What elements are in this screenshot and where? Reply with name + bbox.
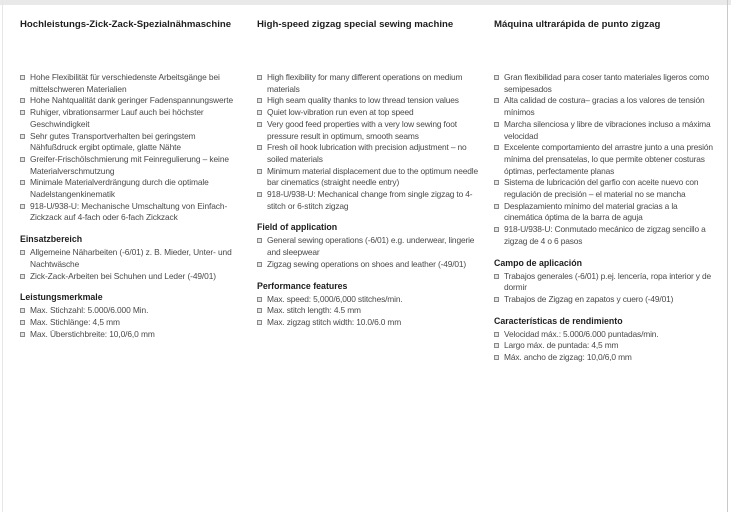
feature-item: High seam quality thanks to low thread tension values: [257, 95, 479, 107]
square-bullet-icon: [494, 122, 499, 127]
performance-list: [494, 329, 716, 364]
performance-item: Max. Überstichbreite: 10,0/6,0 mm: [20, 329, 242, 341]
square-bullet-icon: [494, 180, 499, 185]
square-bullet-icon: [257, 75, 262, 80]
application-item: Trabajos de Zigzag en zapatos y cuero (-49/01): [494, 294, 716, 306]
square-bullet-icon: [257, 98, 262, 103]
feature-item: Greifer-Frischölschmierung mit Feinregulierung – keine Materialverschmutzung: [20, 154, 242, 177]
application-item: Allgemeine Näharbeiten (-6/01) z. B. Mieder, Unter- und Nachtwäsche: [20, 247, 242, 270]
feature-item: Sistema de lubricación del garfio con aceite nuevo con regulación de precisión – el material no se mancha: [494, 177, 716, 200]
feature-item: 918-U/938-U: Mechanische Umschaltung von Einfach-Zickzack auf 4-fach oder 6-fach Zickzack: [20, 201, 242, 224]
application-heading: Field of application: [257, 222, 338, 233]
application-list: [257, 235, 479, 270]
feature-item: 918-U/938-U: Conmutado mecánico de zigzag sencillo a zigzag de 4 o 6 pasos: [494, 224, 716, 247]
square-bullet-icon: [257, 192, 262, 197]
square-bullet-icon: [494, 75, 499, 80]
top-border: [0, 0, 731, 5]
square-bullet-icon: [257, 262, 262, 267]
performance-heading: Leistungsmerkmale: [20, 292, 103, 303]
column-title: High-speed zigzag special sewing machine: [257, 19, 454, 30]
left-page-edge: [2, 0, 3, 512]
feature-item: Fresh oil hook lubrication with precision adjustment – no soiled materials: [257, 142, 479, 165]
square-bullet-icon: [20, 75, 25, 80]
feature-item: Marcha silenciosa y libre de vibraciones incluso a máxima velocidad: [494, 119, 716, 142]
square-bullet-icon: [494, 343, 499, 348]
square-bullet-icon: [20, 110, 25, 115]
performance-heading: Características de rendimiento: [494, 315, 623, 326]
feature-item: Quiet low-vibration run even at top speed: [257, 107, 479, 119]
feature-item: Gran flexibilidad para coser tanto materiales ligeros como semipesados: [494, 72, 716, 95]
feature-item: Minimum material displacement due to the optimum needle bar cinematics (straight needle entry): [257, 166, 479, 189]
column-content: [257, 72, 479, 329]
square-bullet-icon: [20, 204, 25, 209]
square-bullet-icon: [494, 145, 499, 150]
square-bullet-icon: [257, 297, 262, 302]
performance-list: [20, 305, 242, 340]
square-bullet-icon: [257, 320, 262, 325]
feature-list: [257, 72, 479, 212]
performance-list: [257, 294, 479, 329]
feature-item: 918-U/938-U: Mechanical change from single zigzag to 4-stitch or 6-stitch zigzag: [257, 189, 479, 212]
feature-list: [494, 72, 716, 248]
square-bullet-icon: [20, 250, 25, 255]
column-title: Máquina ultrarápida de punto zigzag: [494, 19, 661, 30]
square-bullet-icon: [20, 332, 25, 337]
performance-item: Max. speed: 5,000/6,000 stitches/min.: [257, 294, 479, 306]
square-bullet-icon: [494, 274, 499, 279]
square-bullet-icon: [257, 238, 262, 243]
square-bullet-icon: [494, 204, 499, 209]
square-bullet-icon: [494, 355, 499, 360]
performance-item: Max. Stichlänge: 4,5 mm: [20, 317, 242, 329]
feature-item: Alta calidad de costura– gracias a los valores de tensión mínimos: [494, 95, 716, 118]
feature-item: High flexibility for many different operations on medium materials: [257, 72, 479, 95]
performance-item: Max. zigzag stitch width: 10.0/6.0 mm: [257, 317, 479, 329]
square-bullet-icon: [20, 320, 25, 325]
performance-item: Max. Stichzahl: 5.000/6.000 Min.: [20, 305, 242, 317]
application-item: Zigzag sewing operations on shoes and leather (-49/01): [257, 259, 479, 271]
application-heading: Campo de aplicación: [494, 257, 582, 268]
application-item: Zick-Zack-Arbeiten bei Schuhen und Leder (-49/01): [20, 271, 242, 283]
square-bullet-icon: [20, 98, 25, 103]
feature-item: Very good feed properties with a very low sewing foot pressure result in optimum, smooth seams: [257, 119, 479, 142]
square-bullet-icon: [20, 180, 25, 185]
application-item: General sewing operations (-6/01) e.g. underwear, lingerie and sleepwear: [257, 235, 479, 258]
application-heading: Einsatzbereich: [20, 234, 83, 245]
square-bullet-icon: [494, 227, 499, 232]
square-bullet-icon: [494, 98, 499, 103]
column-content: [20, 72, 242, 340]
application-item: Trabajos generales (-6/01) p.ej. lencería, ropa interior y de dormir: [494, 271, 716, 294]
square-bullet-icon: [257, 145, 262, 150]
square-bullet-icon: [494, 297, 499, 302]
square-bullet-icon: [257, 169, 262, 174]
right-page-edge: [727, 0, 728, 512]
feature-list: [20, 72, 242, 224]
feature-item: Desplazamiento mínimo del material gracias a la cinemática óptima de la barra de aguja: [494, 201, 716, 224]
application-list: [494, 271, 716, 306]
square-bullet-icon: [494, 332, 499, 337]
square-bullet-icon: [20, 134, 25, 139]
feature-item: Minimale Materialverdrängung durch die optimale Nadelstangenkinematik: [20, 177, 242, 200]
performance-item: Max. stitch length: 4.5 mm: [257, 305, 479, 317]
square-bullet-icon: [20, 157, 25, 162]
square-bullet-icon: [20, 274, 25, 279]
feature-item: Hohe Nahtqualität dank geringer Fadenspannungswerte: [20, 95, 242, 107]
feature-item: Hohe Flexibilität für verschiedenste Arbeitsgänge bei mittelschweren Materialien: [20, 72, 242, 95]
feature-item: Sehr gutes Transportverhalten bei geringstem Nähfußdruck ergibt optimale, glatte Nähte: [20, 131, 242, 154]
application-list: [20, 247, 242, 282]
square-bullet-icon: [20, 308, 25, 313]
performance-item: Máx. ancho de zigzag: 10,0/6,0 mm: [494, 352, 716, 364]
column-content: [494, 72, 716, 364]
feature-item: Ruhiger, vibrationsarmer Lauf auch bei höchster Geschwindigkeit: [20, 107, 242, 130]
performance-heading: Performance features: [257, 280, 348, 291]
square-bullet-icon: [257, 110, 262, 115]
column-title: Hochleistungs-Zick-Zack-Spezialnähmaschine: [20, 19, 232, 30]
square-bullet-icon: [257, 308, 262, 313]
performance-item: Largo máx. de puntada: 4,5 mm: [494, 340, 716, 352]
square-bullet-icon: [257, 122, 262, 127]
feature-item: Excelente comportamiento del arrastre junto a una presión mínima del prensatelas, lo que permite obtener costuras óptimas, perfectamente planas: [494, 142, 716, 177]
performance-item: Velocidad máx.: 5.000/6.000 puntadas/min.: [494, 329, 716, 341]
